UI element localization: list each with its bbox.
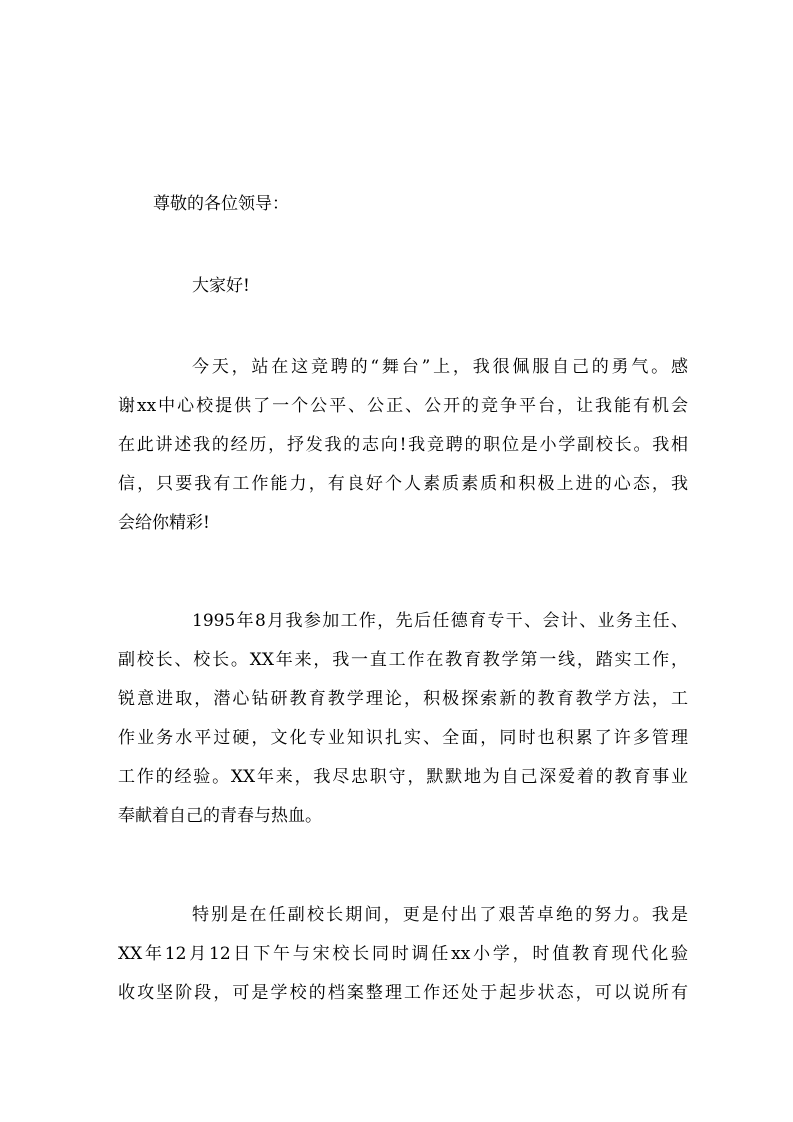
paragraph-line: 收攻坚阶段，可是学校的档案整理工作还处于起步状态，可以说所有 [118, 983, 688, 1003]
paragraph-line: 信，只要我有工作能力，有良好个人素质素质和积极上进的心态，我 [118, 474, 688, 494]
paragraph-line: 作业务水平过硬，文化专业知识扎实、全面，同时也积累了许多管理 [118, 728, 688, 748]
paragraph-line: 锐意进取，潜心钻研教育教学理论，积极探索新的教育教学方法，工 [118, 689, 688, 709]
paragraph-1 [118, 348, 688, 543]
paragraph-line: 工作的经验。XX年来，我尽忠职守，默默地为自己深爱着的教育事业 [118, 767, 688, 787]
paragraph-line: 会给你精彩! [118, 513, 210, 533]
paragraph-3 [118, 896, 688, 1013]
paragraph-2 [118, 602, 688, 836]
paragraph-line: XX年12月12日下午与宋校长同时调任xx小学，时值教育现代化验 [118, 944, 688, 964]
paragraph-line: 在此讲述我的经历，抒发我的志向!我竞聘的职位是小学副校长。我相 [118, 435, 688, 455]
salutation: 尊敬的各位领导： [153, 194, 289, 214]
paragraph-line: 1995年8月我参加工作，先后任德育专干、会计、业务主任、 [192, 611, 688, 631]
paragraph-line: 副校长、校长。XX年来，我一直工作在教育教学第一线，踏实工作， [118, 650, 688, 670]
paragraph-line: 谢xx中心校提供了一个公平、公正、公开的竞争平台，让我能有机会 [118, 396, 688, 416]
paragraph-line: 今天，站在这竞聘的“舞台”上，我很佩服自己的勇气。感 [192, 357, 688, 377]
greeting: 大家好! [192, 276, 250, 296]
paragraph-line: 奉献着自己的青春与热血。 [118, 806, 322, 826]
paragraph-line: 特别是在任副校长期间，更是付出了艰苦卓绝的努力。我是 [192, 905, 688, 925]
